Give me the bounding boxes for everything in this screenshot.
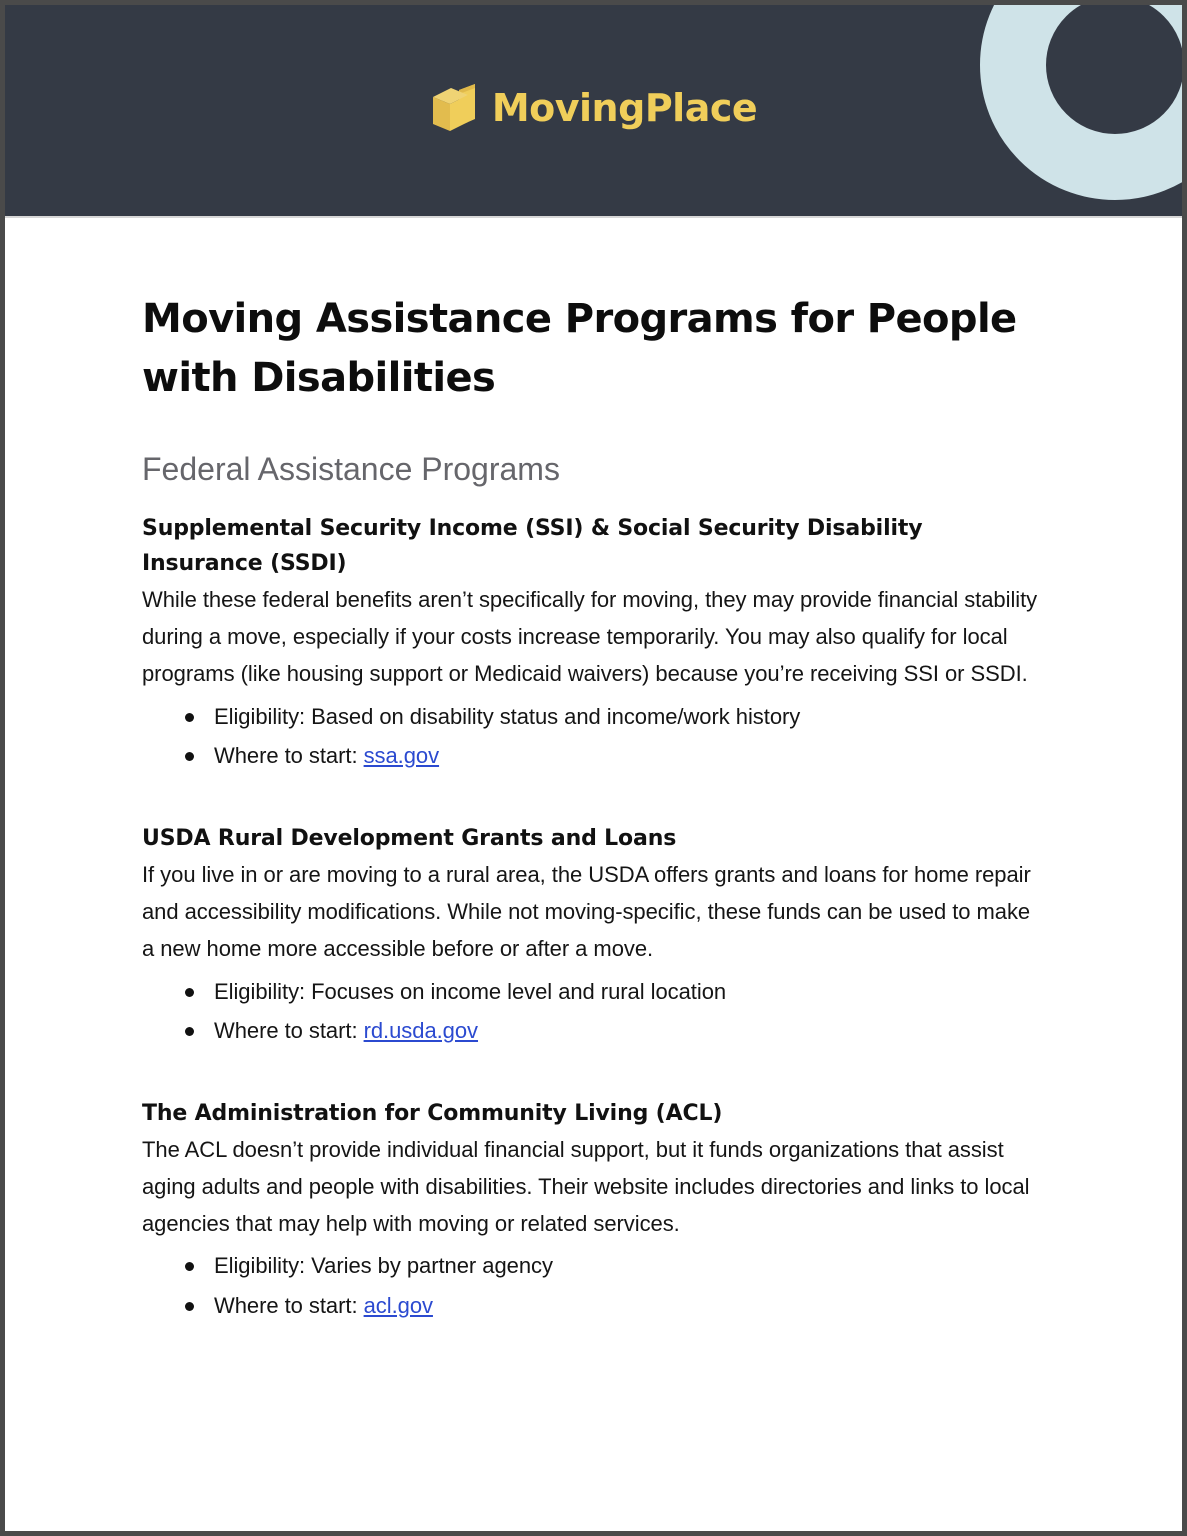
program-description: The ACL doesn’t provide individual financial support, but it funds organizations that assist aging adults and people with disabilities. Their website includes directories and links to local agencies that may help with moving or related services. [142,1136,1030,1236]
program-ssi-ssdi [142,511,1042,775]
brand-name: MovingPlace [491,86,758,130]
where-to-start-label: Where to start: [214,1292,358,1318]
bullet-icon [185,988,194,997]
external-link-acl[interactable]: acl.gov [363,1292,433,1318]
eligibility-text: Eligibility: Varies by partner agency [214,1253,553,1279]
section-heading-federal: Federal Assistance Programs [142,451,560,488]
list-item-eligibility [142,972,1042,1011]
moving-box-icon [430,83,476,133]
list-item-eligibility [142,697,1042,736]
program-description: While these federal benefits aren’t specifically for moving, they may provide financial stability during a move, especially if your costs increase temporarily. You may also qualify for local programs (like housing support or Medicaid waivers) because you’re receiving SSI or SSDI. [142,587,1038,686]
spacer [142,785,1042,821]
program-description: If you live in or are moving to a rural area, the USDA offers grants and loans for home repair and accessibility modifications. While not moving-specific, these funds can be used to make a new home more accessible before or after a move. [142,861,1031,961]
program-title: USDA Rural Development Grants and Loans [142,826,677,852]
program-title: The Administration for Community Living (ACL) [142,1100,723,1126]
bullet-icon [185,752,194,761]
program-acl [142,1096,1042,1325]
program-title: Supplemental Security Income (SSI) & Social Security Disability Insurance (SSDI) [142,515,923,577]
where-to-start-label: Where to start: [214,1017,358,1043]
bullet-icon [185,713,194,722]
eligibility-text: Eligibility: Based on disability status and income/work history [214,703,801,729]
list-item-where-to-start [142,1286,1042,1325]
bullet-icon [185,1302,194,1311]
program-detail-list [142,972,1042,1050]
eligibility-text: Eligibility: Focuses on income level and rural location [214,978,727,1004]
list-item-where-to-start [142,736,1042,775]
program-detail-list [142,1246,1042,1324]
page-title: Moving Assistance Programs for People with Disabilities [142,296,1017,402]
spacer [142,1060,1042,1096]
brand-lockup[interactable] [5,83,1182,133]
list-item-where-to-start [142,1011,1042,1050]
list-item-eligibility [142,1246,1042,1285]
site-header [5,5,1182,218]
bullet-icon [185,1262,194,1271]
program-detail-list [142,697,1042,775]
external-link-rd-usda[interactable]: rd.usda.gov [363,1017,479,1043]
program-usda-rural-development [142,821,1042,1050]
bullet-icon [185,1027,194,1036]
document-body [5,218,1182,1325]
external-link-ssa[interactable]: ssa.gov [363,743,440,769]
where-to-start-label: Where to start: [214,743,358,769]
